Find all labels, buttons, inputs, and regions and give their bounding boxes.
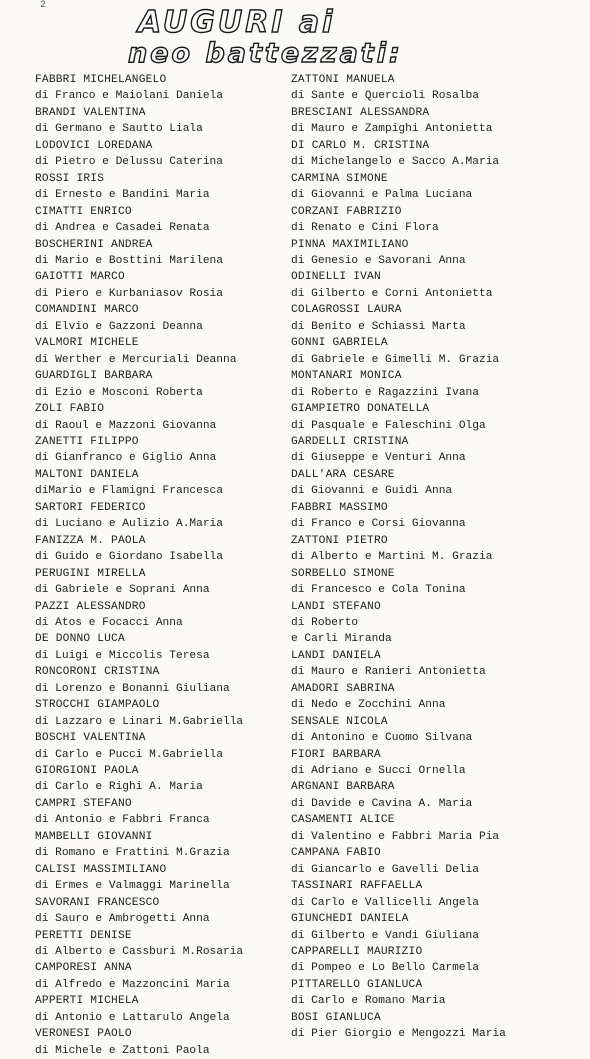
child-name: COLAGROSSI LAURA (291, 304, 402, 317)
parents-names: di Alberto e Martini M. Grazia (291, 551, 493, 564)
baptism-entry (35, 335, 243, 368)
child-name: SAVORANI FRANCESCO (35, 896, 160, 909)
parents-names: di Pier Giorgio e Mengozzi Maria (291, 1028, 506, 1041)
child-name: COMANDINI MARCO (35, 304, 139, 317)
parents-names: di Antonio e Lattarulo Angela (35, 1011, 230, 1024)
parents-names: di Renato e Cini Flora (291, 222, 439, 235)
parents-names: di Sauro e Ambrogetti Anna (35, 913, 210, 926)
child-name: SARTORI FEDERICO (35, 501, 146, 514)
parents-names: di Atos e Focacci Anna (35, 616, 183, 629)
child-name: LANDI DANIELA (291, 649, 381, 662)
baptism-entry (35, 697, 243, 730)
child-name: ARGNANI BARBARA (291, 781, 395, 794)
parents-names: e Carli Miranda (291, 633, 392, 646)
heading-line-2: neo battezzati: (128, 38, 403, 69)
parents-names: di Antonino e Cuomo Silvana (291, 732, 473, 745)
child-name: PERETTI DENISE (35, 929, 132, 942)
heading (0, 0, 590, 70)
child-name: PERUGINI MIRELLA (35, 567, 146, 580)
parents-names: di Roberto e Ragazzini Ivana (291, 386, 479, 399)
parents-names: di Piero e Kurbaniasov Rosia (35, 287, 223, 300)
parents-names: di Genesio e Savorani Anna (291, 254, 466, 267)
baptism-entry (35, 993, 243, 1026)
left-column (35, 72, 243, 1059)
baptism-entry (291, 631, 506, 647)
child-name: RONCORONI CRISTINA (35, 666, 160, 679)
parents-names: di Michelangelo e Sacco A.Maria (291, 156, 500, 169)
child-name: CIMATTI ENRICO (35, 205, 132, 218)
child-name: CAMPRI STEFANO (35, 797, 132, 810)
baptism-entry (291, 72, 506, 105)
baptism-entry (35, 105, 243, 138)
child-name: BRANDI VALENTINA (35, 106, 146, 119)
child-name: STROCCHI GIAMPAOLO (35, 699, 160, 712)
parents-names: di Giovanni e Guidi Anna (291, 485, 453, 498)
child-name: BOSCHERINI ANDREA (35, 238, 153, 251)
baptism-entry (35, 434, 243, 467)
child-name: FABBRI MASSIMO (291, 501, 388, 514)
parents-names: di Mario e Bosttini Marilena (35, 254, 223, 267)
parents-names: di Luciano e Aulizio A.Maria (35, 518, 223, 531)
parents-names: di Ezio e Mosconi Roberta (35, 386, 203, 399)
baptism-entry (35, 467, 243, 500)
parents-names: di Carlo e Romano Maria (291, 995, 446, 1008)
baptism-entry (291, 878, 506, 911)
child-name: ROSSI IRIS (35, 172, 105, 185)
child-name: DI CARLO M. CRISTINA (291, 139, 430, 152)
parents-names: di Lorenzo e Bonanni Giuliana (35, 682, 230, 695)
parents-names: di Roberto (291, 616, 359, 629)
parents-names: di Lazzaro e Linari M.Gabriella (35, 715, 244, 728)
baptism-entry (291, 368, 506, 401)
baptism-entry (291, 648, 506, 681)
baptism-entry (291, 138, 506, 171)
parents-names: di Gilberto e Vandi Giuliana (291, 929, 479, 942)
baptism-entry (35, 631, 243, 664)
baptism-entry (35, 664, 243, 697)
child-name: GIAMPIETRO DONATELLA (291, 403, 430, 416)
child-name: TASSINARI RAFFAELLA (291, 880, 423, 893)
baptism-entry (291, 747, 506, 780)
parents-names: di Alfredo e Mazzoncini Maria (35, 978, 230, 991)
child-name: SORBELLO SIMONE (291, 567, 395, 580)
child-name: BRESCIANI ALESSANDRA (291, 106, 430, 119)
parents-names: di Ermes e Valmaggi Marinella (35, 880, 230, 893)
baptism-entry (291, 533, 506, 566)
baptism-entry (291, 269, 506, 302)
parents-names: di Elvio e Gazzoni Deanna (35, 320, 203, 333)
parents-names: di Antonio e Fabbri Franca (35, 814, 210, 827)
baptism-entry (291, 434, 506, 467)
parents-names: di Romano e Frattini M.Grazia (35, 847, 230, 860)
child-name: APPERTI MICHELA (35, 995, 139, 1008)
baptism-entry (35, 730, 243, 763)
parents-names: di Werther e Mercuriali Deanna (35, 353, 237, 366)
parents-names: di Alberto e Cassburi M.Rosaria (35, 946, 244, 959)
child-name: ZOLI FABIO (35, 403, 105, 416)
parents-names: di Giuseppe e Venturi Anna (291, 452, 466, 465)
child-name: MALTONI DANIELA (35, 468, 139, 481)
parents-names: di Franco e Corsi Giovanna (291, 518, 466, 531)
parents-names: di Germano e Sautto Liala (35, 123, 203, 136)
parents-names: di Guido e Giordano Isabella (35, 551, 223, 564)
baptism-entry (35, 500, 243, 533)
baptism-entry (35, 401, 243, 434)
parents-names: di Francesco e Cola Tonina (291, 584, 466, 597)
baptism-entry (291, 302, 506, 335)
baptism-entry (35, 829, 243, 862)
child-name: GIORGIONI PAOLA (35, 765, 139, 778)
baptism-entry (35, 928, 243, 961)
parents-names: di Carlo e Pucci M.Gabriella (35, 748, 223, 761)
baptism-entry (35, 599, 243, 632)
child-name: GARDELLI CRISTINA (291, 435, 409, 448)
baptism-entry (291, 566, 506, 599)
baptism-entry (291, 977, 506, 1010)
baptism-entry (291, 681, 506, 714)
parents-names: di Pasquale e Faleschini Olga (291, 419, 486, 432)
child-name: GONNI GABRIELA (291, 337, 388, 350)
child-name: CAMPORESI ANNA (35, 962, 132, 975)
baptism-entry (291, 467, 506, 500)
child-name: SENSALE NICOLA (291, 715, 388, 728)
child-name: PITTARELLO GIANLUCA (291, 978, 423, 991)
parents-names: di Gilberto e Corni Antonietta (291, 287, 493, 300)
child-name: CAMPANA FABIO (291, 847, 381, 860)
baptism-entry (35, 368, 243, 401)
parents-names: di Gabriele e Gimelli M. Grazia (291, 353, 500, 366)
baptism-entry (35, 269, 243, 302)
child-name: GUARDIGLI BARBARA (35, 370, 153, 383)
parents-names: di Michele e Zattoni Paola (35, 1044, 210, 1057)
child-name: CORZANI FABRIZIO (291, 205, 402, 218)
baptism-entry (291, 105, 506, 138)
child-name: ODINELLI IVAN (291, 271, 381, 284)
child-name: LANDI STEFANO (291, 600, 381, 613)
parents-names: di Carlo e Vallicelli Angela (291, 896, 479, 909)
parents-names: di Luigi e Miccolis Teresa (35, 649, 210, 662)
parents-names: di Pompeo e Lo Bello Carmela (291, 962, 479, 975)
parents-names: di Valentino e Fabbri Maria Pia (291, 830, 500, 843)
child-name: FABBRI MICHELANGELO (35, 74, 167, 86)
baptism-entry (291, 944, 506, 977)
baptism-entry (35, 862, 243, 895)
baptism-entry (291, 599, 506, 632)
child-name: VALMORI MICHELE (35, 337, 139, 350)
child-name: FIORI BARBARA (291, 748, 381, 761)
baptism-entry (291, 401, 506, 434)
parents-names: di Mauro e Ranieri Antonietta (291, 666, 486, 679)
parents-names: di Raoul e Mazzoni Giovanna (35, 419, 217, 432)
baptism-entry (291, 500, 506, 533)
child-name: ZATTONI MANUELA (291, 74, 395, 86)
parents-names: di Giancarlo e Gavelli Delia (291, 863, 479, 876)
baptism-entry (291, 911, 506, 944)
baptism-entry (291, 812, 506, 845)
baptism-entry (35, 763, 243, 796)
baptism-entry (291, 779, 506, 812)
child-name: ZANETTI FILIPPO (35, 435, 139, 448)
baptism-entry (35, 204, 243, 237)
child-name: GIUNCHEDI DANIELA (291, 913, 409, 926)
child-name: MONTANARI MONICA (291, 370, 402, 383)
baptism-entry (291, 1010, 506, 1043)
child-name: CAPPARELLI MAURIZIO (291, 946, 423, 959)
baptism-entry (35, 533, 243, 566)
parents-names: di Adriano e Succi Ornella (291, 765, 466, 778)
baptism-entry (291, 335, 506, 368)
child-name: BOSI GIANLUCA (291, 1011, 381, 1024)
parents-names: di Pietro e Delussu Caterina (35, 156, 223, 169)
baptism-entry (35, 72, 243, 105)
parents-names: di Giovanni e Palma Luciana (291, 189, 473, 202)
parents-names: di Ernesto e Bandini Maria (35, 189, 210, 202)
heading-art (0, 0, 590, 70)
child-name: CASAMENTI ALICE (291, 814, 395, 827)
right-column (291, 72, 506, 1043)
baptism-entry (291, 237, 506, 270)
baptism-entry (35, 171, 243, 204)
child-name: PINNA MAXIMILIANO (291, 238, 409, 251)
baptism-entry (35, 302, 243, 335)
baptism-entry (35, 960, 243, 993)
baptism-entry (291, 714, 506, 747)
parents-names: diMario e Flamigni Francesca (35, 485, 223, 498)
child-name: FANIZZA M. PAOLA (35, 534, 146, 547)
child-name: AMADORI SABRINA (291, 682, 395, 695)
parents-names: di Davide e Cavina A. Maria (291, 797, 473, 810)
parents-names: di Mauro e Zampighi Antonietta (291, 123, 493, 136)
parents-names: di Sante e Quercioli Rosalba (291, 90, 479, 103)
baptism-entry (291, 204, 506, 237)
heading-line-1: AUGURI ai (138, 5, 336, 40)
baptism-entry (291, 171, 506, 204)
child-name: CALISI MASSIMILIANO (35, 863, 167, 876)
baptism-entry (35, 796, 243, 829)
parents-names: di Franco e Maiolani Daniela (35, 90, 223, 103)
page-number: 2 (40, 0, 47, 11)
baptism-entry (35, 1026, 243, 1059)
child-name: PAZZI ALESSANDRO (35, 600, 146, 613)
child-name: DALL'ARA CESARE (291, 468, 395, 481)
parents-names: di Nedo e Zocchini Anna (291, 699, 446, 712)
parents-names: di Gabriele e Soprani Anna (35, 584, 210, 597)
child-name: DE DONNO LUCA (35, 633, 125, 646)
baptism-entry (35, 237, 243, 270)
baptism-entry (35, 138, 243, 171)
parents-names: di Andrea e Casadei Renata (35, 222, 210, 235)
parents-names: di Gianfranco e Giglio Anna (35, 452, 217, 465)
child-name: ZATTONI PIETRO (291, 534, 388, 547)
parents-names: di Benito e Schiassi Marta (291, 320, 466, 333)
baptism-entry (291, 845, 506, 878)
child-name: GAIOTTI MARCO (35, 271, 125, 284)
child-name: LODOVICI LOREDANA (35, 139, 153, 152)
child-name: CARMINA SIMONE (291, 172, 388, 185)
parents-names: di Carlo e Righi A. Maria (35, 781, 203, 794)
child-name: BOSCHI VALENTINA (35, 732, 146, 745)
child-name: MAMBELLI GIOVANNI (35, 830, 153, 843)
child-name: VERONESI PAOLO (35, 1028, 132, 1041)
baptism-entry (35, 566, 243, 599)
